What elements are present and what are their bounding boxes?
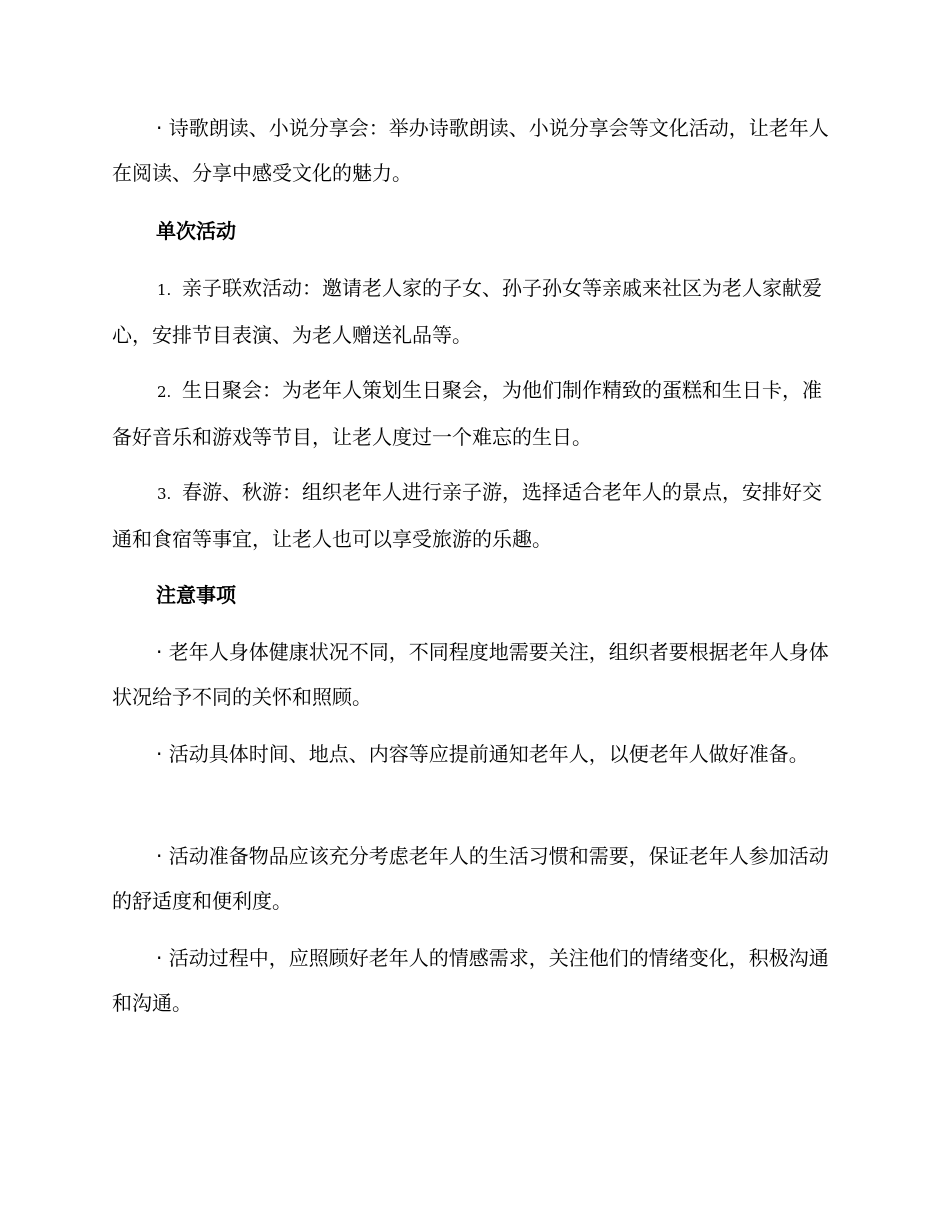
numbered-item-3 [112,470,832,562]
note-item-1: · 老年人身体健康状况不同，不同程度地需要关注，组织者要根据老年人身体状况给予不同的关怀和照顾。 [112,640,829,709]
item-number: 2. [157,383,172,401]
note-item-4: · 活动过程中，应照顾好老年人的情感需求，关注他们的情绪变化，积极沟通和沟通。 [112,946,829,1015]
item-text: 春游、秋游：组织老年人进行亲子游，选择适合老年人的景点，安排好交通和食宿等事宜，让老人也可以享受旅游的乐趣。 [112,480,822,551]
note-item-2: · 活动具体时间、地点、内容等应提前通知老年人，以便老年人做好准备。 [156,742,809,766]
item-number: 1. [157,281,172,299]
numbered-item-1 [112,266,832,358]
numbered-item-2 [112,368,832,460]
item-number: 3. [157,485,172,503]
note-item-3: · 活动准备物品应该充分考虑老年人的生活习惯和需要，保证老年人参加活动的舒适度和便利度。 [112,844,829,913]
intro-paragraph: · 诗歌朗读、小说分享会：举办诗歌朗读、小说分享会等文化活动，让老年人在阅读、分享中感受文化的魅力。 [112,116,829,185]
item-text: 亲子联欢活动：邀请老人家的子女、孙子孙女等亲戚来社区为老人家献爱心，安排节目表演、为老人赠送礼品等。 [112,276,822,347]
section-heading-single-activities: 单次活动 [156,219,236,243]
section-heading-notes: 注意事项 [156,583,236,607]
item-text: 生日聚会：为老年人策划生日聚会，为他们制作精致的蛋糕和生日卡，准备好音乐和游戏等节目，让老人度过一个难忘的生日。 [112,378,822,449]
